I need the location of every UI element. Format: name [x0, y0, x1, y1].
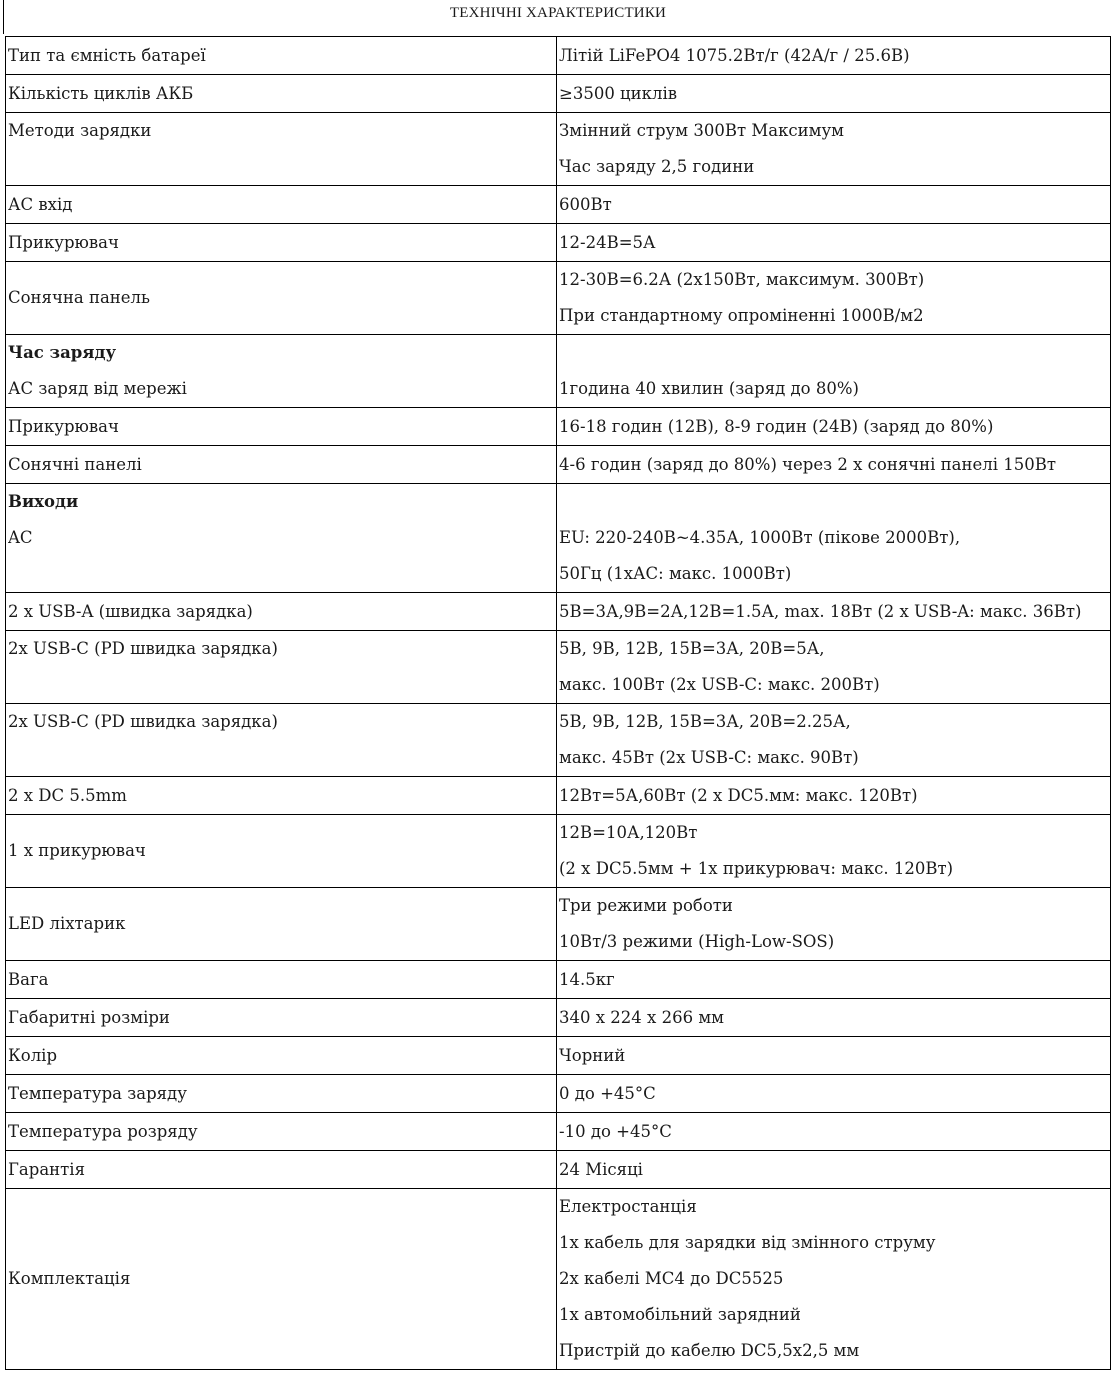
- spec-value: [557, 815, 1111, 888]
- section-heading: Час заряду: [8, 343, 117, 362]
- spec-label: [6, 186, 557, 224]
- label-line: Комплектація: [8, 1269, 131, 1288]
- spec-label: [6, 484, 557, 593]
- spec-label: [6, 408, 557, 446]
- spec-value: [557, 1037, 1111, 1075]
- label-line: Гарантія: [8, 1159, 85, 1179]
- value-line: 5В=3А,9В=2А,12В=1.5А, max. 18Вт (2 x USB-A: макс. 36Вт): [559, 601, 1082, 621]
- spec-value: [557, 1151, 1111, 1189]
- value-line: 12Вт=5А,60Вт (2 х DC5.мм: макс. 120Вт): [559, 785, 918, 805]
- value-line: 12-30В=6.2А (2х150Вт, максимум. 300Вт): [559, 270, 925, 289]
- spec-value: [557, 408, 1111, 446]
- spec-label: [6, 113, 557, 186]
- label-line: AC: [8, 528, 33, 547]
- table-row: [6, 262, 1111, 335]
- table-row: [6, 224, 1111, 262]
- spec-label: [6, 815, 557, 888]
- table-row: [6, 961, 1111, 999]
- value-line: 24 Місяці: [559, 1159, 643, 1179]
- value-line: макс. 100Вт (2x USB-C: макс. 200Вт): [559, 675, 880, 694]
- label-line: 2 x USB-A (швидка зарядка): [8, 601, 253, 621]
- spec-label: [6, 999, 557, 1037]
- value-line: Змінний струм 300Вт Максимум: [559, 121, 844, 140]
- table-row: [6, 113, 1111, 186]
- label-line: 2x USB-C (PD швидка зарядка): [8, 639, 278, 658]
- spec-value: [557, 1075, 1111, 1113]
- table-row: [6, 1113, 1111, 1151]
- spec-label: [6, 1151, 557, 1189]
- label-line: Методи зарядки: [8, 121, 152, 140]
- label-line: Габаритні розміри: [8, 1007, 170, 1027]
- spec-label: [6, 335, 557, 408]
- spec-value: [557, 186, 1111, 224]
- value-line: 50Гц (1хАС: макс. 1000Вт): [559, 564, 792, 583]
- spec-value: [557, 113, 1111, 186]
- spec-value: [557, 777, 1111, 815]
- spec-value: [557, 999, 1111, 1037]
- spec-label: [6, 262, 557, 335]
- table-row: [6, 484, 1111, 593]
- label-line: 1 х прикурювач: [8, 841, 146, 860]
- table-row: [6, 631, 1111, 704]
- label-line: Сонячна панель: [8, 288, 151, 307]
- label-line: Температура розряду: [8, 1121, 198, 1141]
- spec-value: [557, 262, 1111, 335]
- document-title: ТЕХНІЧНІ ХАРАКТЕРИСТИКИ: [449, 5, 667, 21]
- value-line: Електростанція: [559, 1197, 697, 1216]
- table-row: [6, 1151, 1111, 1189]
- value-line: 1х автомобільний зарядний: [559, 1305, 801, 1324]
- value-line: ≥3500 циклів: [559, 83, 678, 103]
- value-line: 340 х 224 х 266 мм: [559, 1007, 724, 1027]
- value-line: Чорний: [559, 1045, 626, 1065]
- label-line: Температура заряду: [8, 1083, 187, 1103]
- spec-value: [557, 704, 1111, 777]
- spec-value: [557, 593, 1111, 631]
- spec-label: [6, 446, 557, 484]
- label-line: Прикурювач: [8, 232, 119, 252]
- label-line: Кількість циклів АКБ: [8, 83, 194, 103]
- value-line: Пристрій до кабелю DC5,5x2,5 мм: [559, 1341, 860, 1360]
- value-line: EU: 220-240В~4.35А, 1000Вт (пікове 2000Вт),: [559, 528, 961, 547]
- table-row: [6, 186, 1111, 224]
- spec-label: [6, 1075, 557, 1113]
- label-line: Тип та ємність батареї: [8, 45, 206, 65]
- value-line: (2 х DC5.5мм + 1х прикурювач: макс. 120Вт): [559, 859, 954, 878]
- spec-value: [557, 888, 1111, 961]
- spec-label: [6, 961, 557, 999]
- table-row: [6, 1075, 1111, 1113]
- spec-label: [6, 704, 557, 777]
- table-row: [6, 888, 1111, 961]
- spec-label: [6, 777, 557, 815]
- label-line: LED ліхтарик: [8, 914, 126, 933]
- label-line: Сонячні панелі: [8, 454, 142, 474]
- section-heading: Виходи: [8, 492, 79, 511]
- value-line: При стандартному опроміненні 1000В/м2: [559, 306, 924, 325]
- specifications-table: [5, 36, 1111, 1370]
- value-line: макс. 45Вт (2x USB-C: макс. 90Вт): [559, 748, 859, 767]
- spec-value: [557, 484, 1111, 593]
- spec-value: [557, 631, 1111, 704]
- label-line: АС вхід: [8, 194, 73, 214]
- value-line: 5В, 9В, 12В, 15В=3А, 20В=5А,: [559, 639, 825, 658]
- spec-value: [557, 961, 1111, 999]
- label-line: Прикурювач: [8, 416, 119, 436]
- spec-label: [6, 631, 557, 704]
- value-line: [559, 335, 1108, 371]
- spec-value: [557, 1113, 1111, 1151]
- label-line: АС заряд від мережі: [8, 379, 187, 398]
- table-row: [6, 1189, 1111, 1370]
- value-line: 2х кабелі MC4 до DC5525: [559, 1269, 784, 1288]
- table-row: [6, 593, 1111, 631]
- spec-value: [557, 1189, 1111, 1370]
- value-line: Час заряду 2,5 години: [559, 157, 755, 176]
- spec-label: [6, 224, 557, 262]
- value-line: 4-6 годин (заряд до 80%) через 2 х сонячні панелі 150Вт: [559, 454, 1057, 474]
- spec-value: [557, 37, 1111, 75]
- table-row: [6, 777, 1111, 815]
- spec-value: [557, 335, 1111, 408]
- spec-label: [6, 593, 557, 631]
- table-row: [6, 815, 1111, 888]
- label-line: Вага: [8, 969, 49, 989]
- label-line: Колір: [8, 1045, 58, 1065]
- value-line: 1х кабель для зарядки від змінного струму: [559, 1233, 936, 1252]
- value-line: 0 до +45°C: [559, 1083, 656, 1103]
- value-line: 5В, 9В, 12В, 15В=3А, 20В=2.25А,: [559, 712, 851, 731]
- table-row: [6, 408, 1111, 446]
- spec-value: [557, 224, 1111, 262]
- label-line: 2 x DC 5.5mm: [8, 785, 127, 805]
- table-row: [6, 1037, 1111, 1075]
- table-row: [6, 335, 1111, 408]
- table-row: [6, 704, 1111, 777]
- spec-label: [6, 75, 557, 113]
- spec-label: [6, 37, 557, 75]
- spec-label: [6, 1113, 557, 1151]
- value-line: 10Вт/3 режими (High-Low-SOS): [559, 932, 835, 951]
- value-line: 12В=10А,120Вт: [559, 823, 698, 842]
- value-line: 16-18 годин (12В), 8-9 годин (24В) (заряд до 80%): [559, 416, 994, 436]
- spec-label: [6, 1037, 557, 1075]
- value-line: -10 до +45°C: [559, 1121, 672, 1141]
- value-line: 1година 40 хвилин (заряд до 80%): [559, 379, 859, 398]
- value-line: 12-24В=5А: [559, 232, 656, 252]
- label-line: 2x USB-C (PD швидка зарядка): [8, 712, 278, 731]
- value-line: Три режими роботи: [559, 896, 733, 915]
- value-line: 600Вт: [559, 194, 612, 214]
- table-row: [6, 37, 1111, 75]
- spec-label: [6, 888, 557, 961]
- spec-label: [6, 1189, 557, 1370]
- spec-value: [557, 446, 1111, 484]
- value-line: Літій LiFePO4 1075.2Вт/г (42А/г / 25.6В): [559, 45, 910, 65]
- value-line: 14.5кг: [559, 969, 615, 989]
- value-line: [559, 484, 1108, 520]
- spec-value: [557, 75, 1111, 113]
- table-row: [6, 999, 1111, 1037]
- table-row: [6, 446, 1111, 484]
- table-row: [6, 75, 1111, 113]
